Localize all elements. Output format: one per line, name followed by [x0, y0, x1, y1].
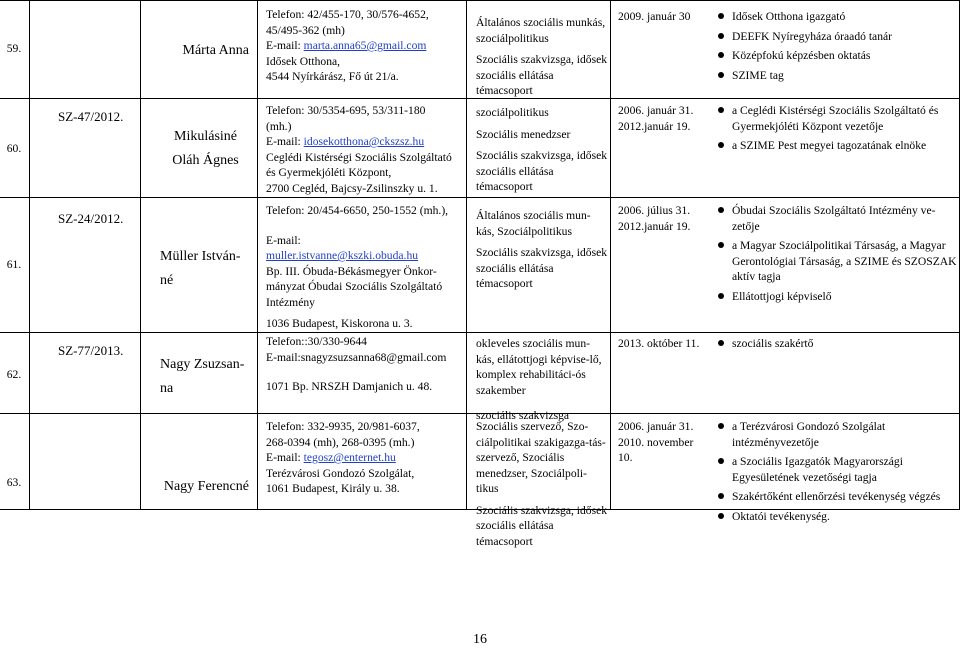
role-item: a Ceglédi Kistérségi Szociális Szolgáltató és Gyermekjóléti Központ vezetője	[716, 103, 960, 134]
bullet-icon	[718, 13, 724, 19]
bullet-icon	[718, 242, 724, 248]
bullet-icon	[718, 33, 724, 39]
roles	[710, 203, 960, 308]
dates: 2006. július 31. 2012.január 19.	[618, 204, 691, 233]
email-link[interactable]: marta.anna65@gmail.com	[303, 39, 427, 52]
bullet-icon	[718, 72, 724, 78]
role-item: Szakértőként ellenőrzési tevékenység végzés	[716, 489, 960, 505]
roles	[710, 336, 960, 356]
person-name: Nagy Ferencné	[163, 479, 249, 494]
qualifications: Általános szociális mun-kás, Szociálpolitikus Szociális szakvizsga, idősek szociális ellátása témacsoport	[476, 209, 608, 290]
roles	[710, 419, 960, 528]
contact-info: Telefon::30/330-9644 E-mail:snagyzsuzsanna68@gmail.com 1071 Bp. NRSZH Damjanich u. 48.	[266, 335, 447, 393]
role-item: Ellátottjogi képviselő	[716, 289, 960, 305]
dates: 2006. január 31. 2010. november 10.	[618, 420, 694, 464]
dates: 2009. január 30	[618, 10, 691, 23]
person-name: Mikulásiné Oláh Ágnes	[172, 129, 239, 168]
row-number: 61.	[6, 258, 22, 271]
contact-info: Telefon: 332-9935, 20/981-6037, 268-0394 (mh), 268-0395 (mh.) E-mail: tegosz@enternet.hu Terézvárosi Gondozó Szolgálat, 1061 Budapest, Király u. 38.	[266, 420, 420, 495]
role-item: a Magyar Szociálpolitikai Társaság, a Magyar Gerontológiai Társaság, a SZIME és SZOSZAK aktív tagja	[716, 238, 960, 285]
qualifications: szociálpolitikus Szociális menedzser Szociális szakvizsga, idősek szociális ellátása témacsoport	[476, 106, 608, 193]
role-item: a Szociális Igazgatók Magyarországi Egyesületének vezetőségi tagja	[716, 454, 960, 485]
role-item: szociális szakértő	[716, 336, 960, 352]
contact-info: Telefon: 42/455-170, 30/576-4652, 45/495-362 (mh) E-mail: marta.anna65@gmail.com Idősek Otthona, 4544 Nyírkárász, Fő út 21/a.	[266, 8, 429, 83]
bullet-icon	[718, 52, 724, 58]
bullet-icon	[718, 142, 724, 148]
qualifications: Szociális szervező, Szo-ciálpolitikai szakigazga-tás-szervező, Szociális menedzser, Szociálpoli-tikus Szociális szakvizsga, idősek szociális ellátása témacsoport	[476, 420, 608, 548]
registry-code: SZ-77/2013.	[58, 343, 124, 358]
column-divider	[466, 1, 467, 509]
bullet-icon	[718, 107, 724, 113]
role-item: DEEFK Nyíregyháza óraadó tanár	[716, 29, 960, 45]
bullet-icon	[718, 493, 724, 499]
column-divider	[29, 1, 30, 509]
dates: 2013. október 11.	[618, 337, 700, 350]
email-link[interactable]: muller.istvanne@kszki.obuda.hu	[266, 249, 419, 262]
qualifications: Általános szociális munkás, szociálpolitikus Szociális szakvizsga, idősek szociális ellátása témacsoport	[476, 16, 608, 97]
row-number: 59.	[6, 42, 22, 55]
email-link[interactable]: tegosz@enternet.hu	[303, 451, 396, 464]
role-item: a SZIME Pest megyei tagozatának elnöke	[716, 138, 960, 154]
column-divider	[257, 1, 258, 509]
bullet-icon	[718, 423, 724, 429]
role-item: Oktatói tevékenység.	[716, 509, 960, 525]
row-divider	[0, 332, 960, 333]
column-divider	[610, 1, 611, 509]
person-name: Nagy Zsuzsan- na	[160, 357, 245, 396]
row-number: 60.	[6, 142, 22, 155]
bullet-icon	[718, 458, 724, 464]
contact-info: Telefon: 30/5354-695, 53/311-180 (mh.) E-mail: idosekotthona@ckszsz.hu Ceglédi Kistérségi Szociális Szolgáltató és Gyermekjóléti Központ, 2700 Cegléd, Bajcsy-Zsilinszky u. 1.	[266, 104, 452, 195]
row-number: 63.	[6, 476, 22, 489]
row-number: 62.	[6, 368, 22, 381]
page-number: 16	[473, 632, 487, 647]
email-link[interactable]: idosekotthona@ckszsz.hu	[303, 135, 425, 148]
role-item: SZIME tag	[716, 68, 960, 84]
roles	[710, 9, 960, 87]
bullet-icon	[718, 513, 724, 519]
bullet-icon	[718, 340, 724, 346]
registry-code: SZ-47/2012.	[58, 109, 124, 124]
role-item: a Terézvárosi Gondozó Szolgálat intézményvezetője	[716, 419, 960, 450]
dates: 2006. január 31. 2012.január 19.	[618, 104, 694, 133]
role-item: Óbudai Szociális Szolgáltató Intézmény ve-zetője	[716, 203, 960, 234]
role-item: Középfokú képzésben oktatás	[716, 48, 960, 64]
person-name: Müller István- né	[160, 249, 241, 288]
row-divider	[0, 197, 960, 198]
person-name: Márta Anna	[182, 43, 249, 58]
contact-info: Telefon: 20/454-6650, 250-1552 (mh.), E-mail: muller.istvanne@kszki.obuda.hu Bp. III. Óbuda-Békásmegyer Önkor- mányzat Óbudai Szociális Szolgáltató Intézmény 1036 Budapest, Kiskorona u. 3.	[266, 204, 449, 330]
registry-code: SZ-24/2012.	[58, 211, 124, 226]
bullet-icon	[718, 293, 724, 299]
roles	[710, 103, 960, 158]
bullet-icon	[718, 207, 724, 213]
role-item: Idősek Otthona igazgató	[716, 9, 960, 25]
qualifications: okleveles szociális mun-kás, ellátottjogi képvise-lő, komplex rehabilitáci-ós szakember szociális szakvizsga	[476, 337, 602, 422]
